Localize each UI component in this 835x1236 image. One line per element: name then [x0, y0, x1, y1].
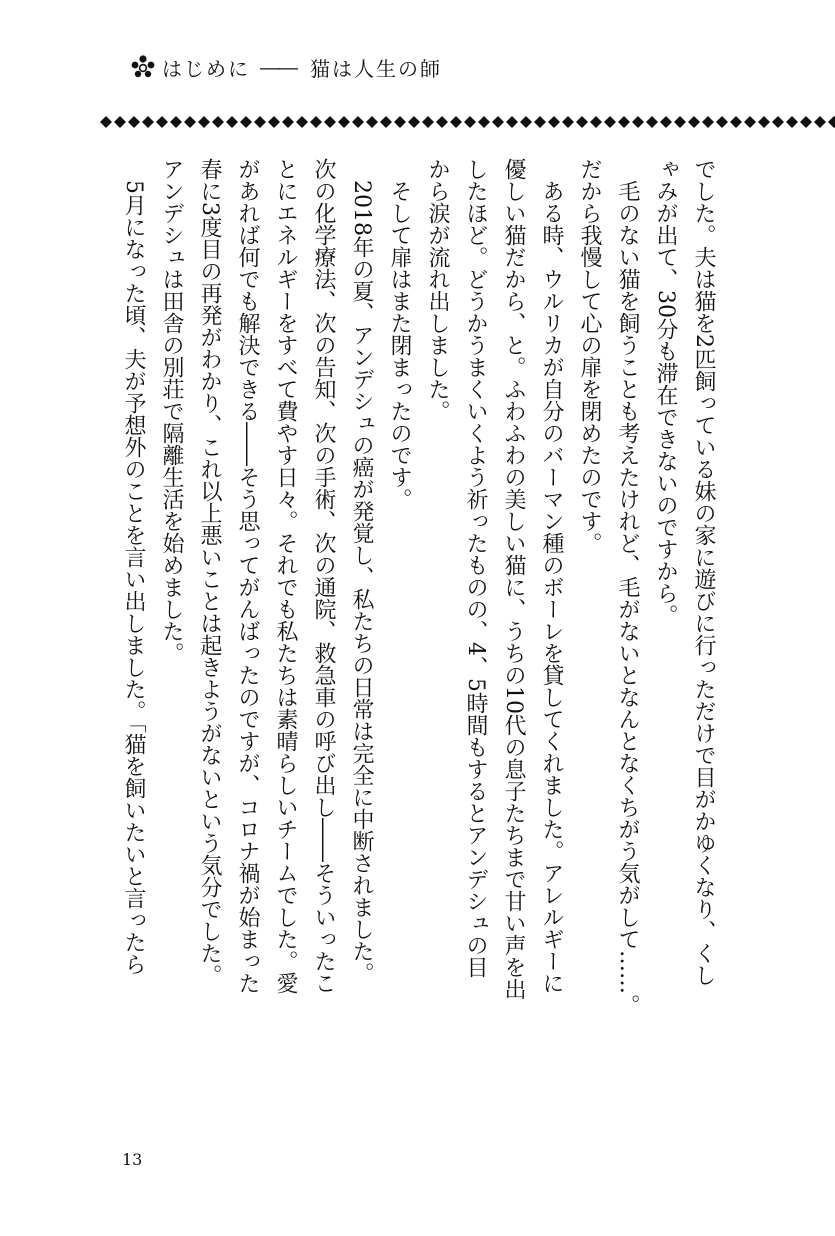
diamond-ornament — [268, 116, 280, 128]
diamond-ornament — [184, 116, 196, 128]
diamond-ornament — [422, 116, 434, 128]
diamond-ornament — [450, 116, 462, 128]
chapter-subtitle: 猫は人生の師 — [310, 56, 442, 81]
diamond-ornament — [226, 116, 238, 128]
body-line: したほど。どうかうまくいくよう祈ったものの、4、5時間もするとアンデシュの目 — [463, 158, 488, 978]
diamond-ornament — [800, 116, 812, 128]
diamond-ornament — [198, 116, 210, 128]
page-number: 13 — [122, 1150, 143, 1169]
diamond-ornament — [618, 116, 630, 128]
body-line: から涙が流れ出しました。 — [425, 158, 450, 422]
diamond-ornament — [828, 116, 835, 128]
diamond-ornament — [590, 116, 602, 128]
body-line: 優しい猫だから、と。ふわふわの美しい猫に、うちの10代の息子たちまで甘い声を出 — [501, 158, 526, 1000]
body-line: ある時、ウルリカが自分のバーマン種のボーレを貸してくれました。アレルギーに — [539, 158, 564, 994]
diamond-ornament — [646, 116, 658, 128]
diamond-ornament — [674, 116, 686, 128]
diamond-ornament — [744, 116, 756, 128]
diamond-ornament — [534, 116, 546, 128]
diamond-ornament — [282, 116, 294, 128]
diamond-ornament — [436, 116, 448, 128]
diamond-ornament — [100, 116, 112, 128]
diamond-ornament — [772, 116, 784, 128]
body-line: 2018年の夏、アンデシュの癌が発覚し、私たちの日常は完全に中断されました。 — [349, 158, 374, 984]
diamond-ornament — [464, 116, 476, 128]
body-line: ゃみが出て、30分も滞在できないのですから。 — [653, 158, 678, 626]
diamond-ornament — [688, 116, 700, 128]
body-line: 春に3度目の再発がわかり、これ以上悪いことは起きようがないという気分でした。 — [197, 158, 222, 986]
diamond-rule — [100, 114, 835, 130]
body-line: があれば何でも解決できる――そう思ってがんばったのですが、コロナ禍が始まった — [235, 158, 260, 994]
diamond-ornament — [562, 116, 574, 128]
diamond-ornament — [730, 116, 742, 128]
body-line: 次の化学療法、次の告知、次の手術、次の通院、救急車の呼び出し――そういったこ — [311, 158, 336, 994]
diamond-ornament — [660, 116, 672, 128]
diamond-ornament — [478, 116, 490, 128]
diamond-ornament — [506, 116, 518, 128]
diamond-ornament — [352, 116, 364, 128]
diamond-ornament — [702, 116, 714, 128]
body-line: アンデシュは田舎の別荘で隔離生活を始めました。 — [159, 158, 184, 664]
diamond-ornament — [310, 116, 322, 128]
diamond-ornament — [142, 116, 154, 128]
diamond-ornament — [814, 116, 826, 128]
diamond-ornament — [296, 116, 308, 128]
diamond-ornament — [408, 116, 420, 128]
running-header — [130, 50, 442, 84]
diamond-ornament — [324, 116, 336, 128]
diamond-ornament — [128, 116, 140, 128]
body-text — [121, 158, 722, 1058]
body-line: でした。夫は猫を2匹飼っている妹の家に遊びに行っただけで目がかゆくなり、くし — [691, 158, 716, 986]
diamond-ornament — [366, 116, 378, 128]
paw-print-icon — [130, 54, 156, 80]
body-line: だから我慢して心の扉を閉めたのです。 — [577, 158, 602, 554]
diamond-ornament — [380, 116, 392, 128]
diamond-ornament — [576, 116, 588, 128]
body-line: 毛のない猫を飼うことも考えたけれど、毛がないとなんとなくちがう気がして……。 — [615, 158, 640, 1016]
diamond-ornament — [632, 116, 644, 128]
body-line: とにエネルギーをすべて費やす日々。それでも私たちは素晴らしいチームでした。愛 — [273, 158, 298, 994]
diamond-ornament — [520, 116, 532, 128]
diamond-ornament — [240, 116, 252, 128]
body-line: そして扉はまた閉まったのです。 — [387, 158, 412, 510]
diamond-ornament — [492, 116, 504, 128]
diamond-ornament — [212, 116, 224, 128]
header-dash: ―― — [260, 55, 296, 79]
diamond-ornament — [548, 116, 560, 128]
chapter-title: はじめに — [162, 56, 250, 81]
diamond-ornament — [604, 116, 616, 128]
diamond-ornament — [338, 116, 350, 128]
diamond-ornament — [170, 116, 182, 128]
diamond-ornament — [394, 116, 406, 128]
diamond-ornament — [114, 116, 126, 128]
diamond-ornament — [254, 116, 266, 128]
diamond-ornament — [156, 116, 168, 128]
body-line: 5月になった頃、夫が予想外のことを言い出しました。「猫を飼いたいと言ったら — [121, 158, 146, 975]
diamond-ornament — [786, 116, 798, 128]
diamond-ornament — [716, 116, 728, 128]
diamond-ornament — [758, 116, 770, 128]
